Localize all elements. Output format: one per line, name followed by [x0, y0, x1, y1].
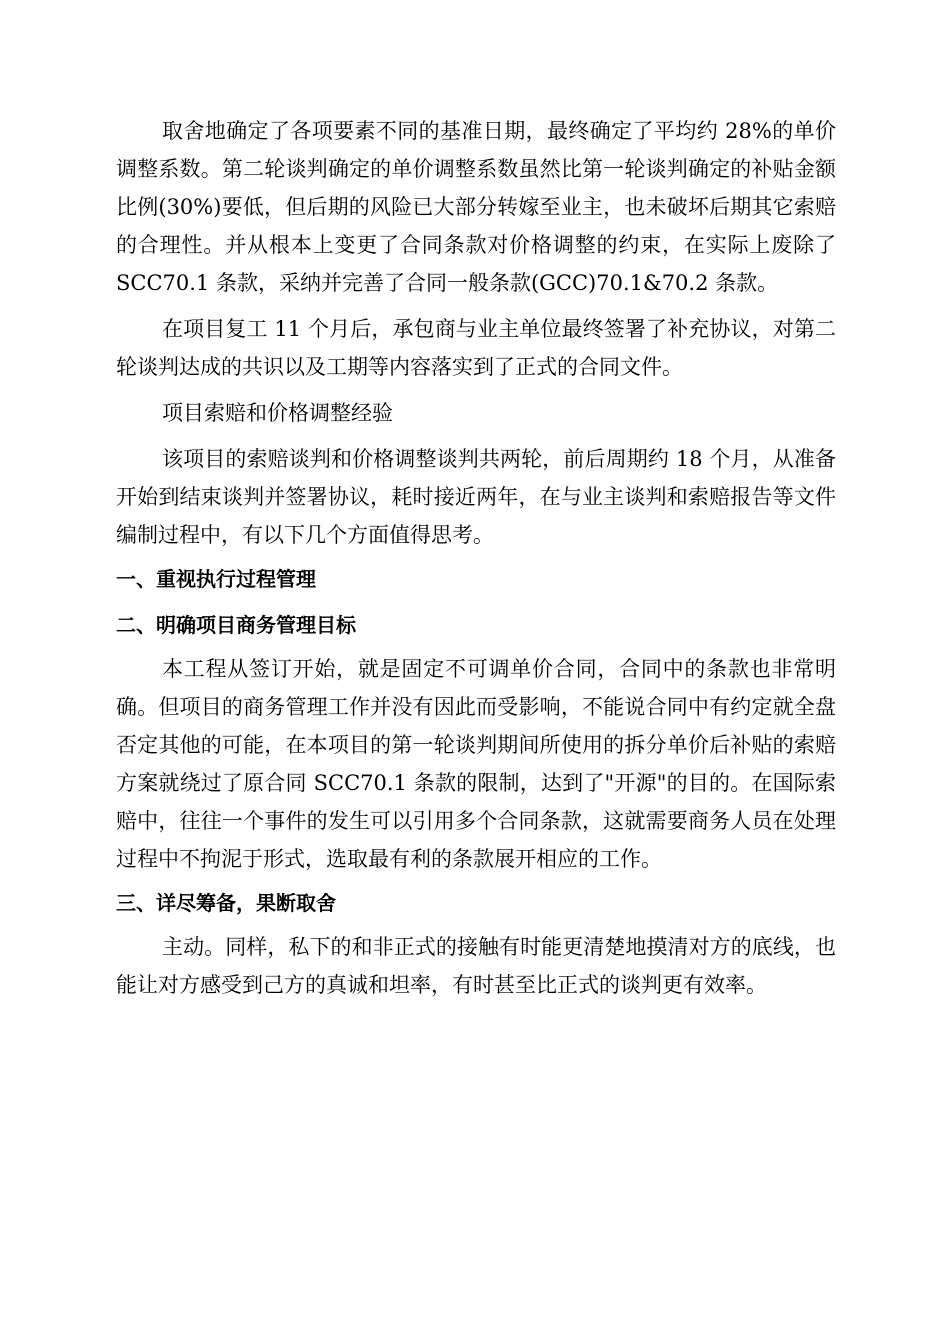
document-page	[116, 112, 836, 1004]
heading-3: 三、详尽筹备，果断取舍	[116, 891, 336, 915]
body-paragraph: 本工程从签订开始，就是固定不可调单价合同，合同中的条款也非常明确。但项目的商务管理工作并没有因此而受影响，不能说合同中有约定就全盘否定其他的可能，在本项目的第一轮谈判期间所使用的拆分单价后补贴的索赔方案就绕过了原合同 SCC70.1 条款的限制，达到了"开源"的目的。在国际索赔中，往往一个事件的发生可以引用多个合同条款，这就需要商务人员在处理过程中不拘泥于形式，选取最有利的条款展开相应的工作。	[116, 657, 836, 871]
body-paragraph: 取舍地确定了各项要素不同的基准日期，最终确定了平均约 28%的单价调整系数。第二轮谈判确定的单价调整系数虽然比第一轮谈判确定的补贴金额比例(30%)要低，但后期的风险已大部分转嫁至业主，也未破坏后期其它索赔的合理性。并从根本上变更了合同条款对价格调整的约束，在实际上废除了 SCC70.1 条款，采纳并完善了合同一般条款(GCC)70.1&70.2 条款。	[116, 119, 836, 295]
heading-1: 一、重视执行过程管理	[116, 567, 316, 591]
body-paragraph: 主动。同样，私下的和非正式的接触有时能更清楚地摸清对方的底线，也能让对方感受到己方的真诚和坦率，有时甚至比正式的谈判更有效率。	[116, 935, 836, 997]
body-paragraph: 在项目复工 11 个月后，承包商与业主单位最终签署了补充协议，对第二轮谈判达成的共识以及工期等内容落实到了正式的合同文件。	[116, 317, 836, 379]
section-title: 项目索赔和价格调整经验	[162, 401, 393, 425]
body-paragraph: 该项目的索赔谈判和价格调整谈判共两轮，前后周期约 18 个月，从准备开始到结束谈判并签署协议，耗时接近两年，在与业主谈判和索赔报告等文件编制过程中，有以下几个方面值得思考。	[116, 447, 836, 547]
heading-2: 二、明确项目商务管理目标	[116, 613, 356, 637]
